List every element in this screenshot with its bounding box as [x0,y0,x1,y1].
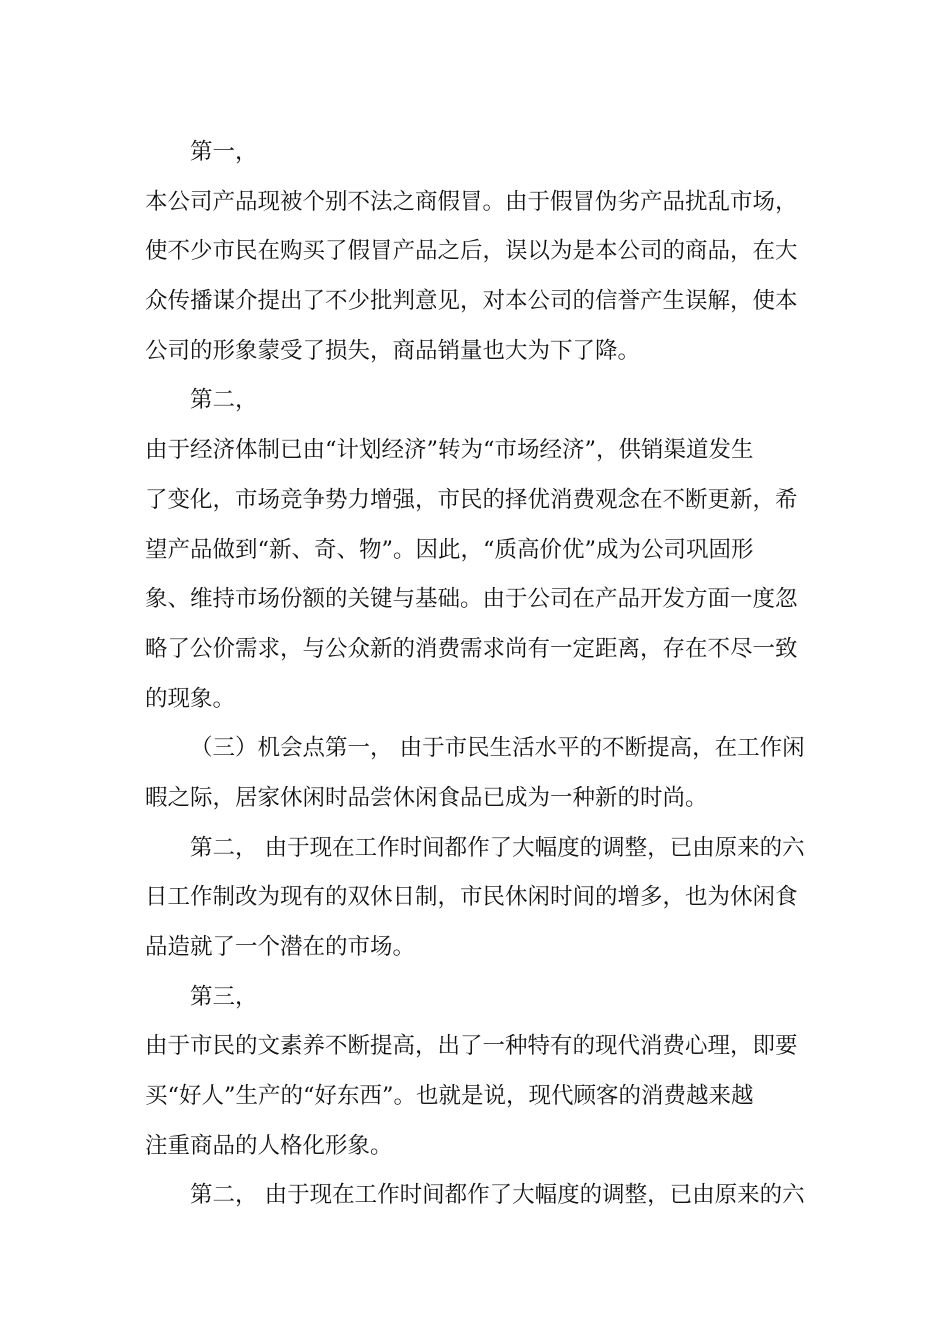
text-line: 由于经济体制已由“计划经济”转为“市场经济”，供销渠道发生 [145,437,754,464]
text-line: 象、维持市场份额的关键与基础。由于公司在产品开发方面一度忽 [145,586,798,613]
text-line: 第一， [190,139,258,165]
text-line: 第二， 由于现在工作时间都作了大幅度的调整，已由原来的六 [190,834,805,861]
text-line: 第二， [190,387,258,414]
text-line: 望产品做到“新、奇、物”。因此，“质高价优”成为公司巩固形 [145,536,754,563]
text-line: 日工作制改为现有的双休日制，市民休闲时间的增多，也为休闲食 [145,884,798,911]
document-body [145,128,813,1221]
text-line: 略了公价需求，与公众新的消费需求尚有一定距离，存在不尽一致 [145,635,798,662]
text-line: 使不少市民在购买了假冒产品之后，误以为是本公司的商品，在大 [145,238,798,265]
text-line: （三）机会点第一， 由于市民生活水平的不断提高，在工作闲 [190,735,805,762]
text-line: 第二， 由于现在工作时间都作了大幅度的调整，已由原来的六 [190,1182,805,1209]
text-line: 的现象。 [145,685,236,712]
text-line: 注重商品的人格化形象。 [145,1132,393,1159]
text-line: 由于市民的文素养不断提高，出了一种特有的现代消费心理，即要 [145,1033,798,1060]
text-line: 品造就了一个潜在的市场。 [145,934,416,960]
text-line: 暇之际，居家休闲时品尝休闲食品已成为一种新的时尚。 [145,784,708,811]
text-line: 买“好人”生产的“好东西”。也就是说，现代顾客的消费越来越 [145,1083,754,1110]
text-line: 第三， [190,983,258,1010]
text-line: 公司的形象蒙受了损失，商品销量也大为下了降。 [145,337,641,364]
text-line: 了变化，市场竞争势力增强，市民的择优消费观念在不断更新，希 [145,486,798,513]
text-line: 本公司产品现被个别不法之商假冒。由于假冒伪劣产品扰乱市场， [145,188,798,215]
text-line: 众传播谋介提出了不少批判意见，对本公司的信誉产生误解，使本 [145,288,798,315]
